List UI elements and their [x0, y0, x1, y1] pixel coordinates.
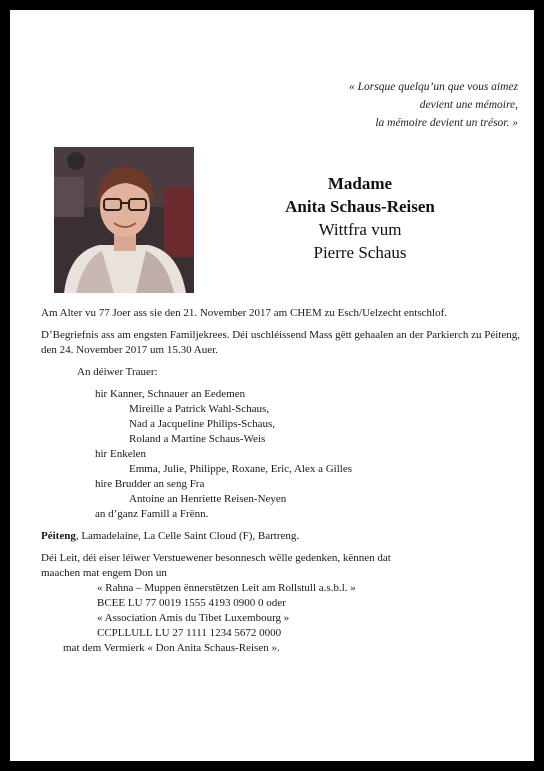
mourning-heading: An déiwer Trauer:	[77, 366, 158, 378]
donation-account: CCPLLULL LU 27 1111 1234 5672 0000	[97, 627, 282, 639]
widow-line: Wittfra vum	[318, 220, 402, 239]
child-entry: Mireille a Patrick Wahl-Schaus,	[129, 403, 270, 415]
places-rest: , Lamadelaine, La Celle Saint Cloud (F), Bartreng.	[75, 530, 300, 542]
family-line: an d’ganz Famill a Frënn.	[95, 508, 209, 520]
deceased-name-block	[210, 172, 510, 264]
places-line	[41, 529, 525, 544]
sibling-heading: hire Brudder an seng Fra	[95, 478, 205, 490]
donation-line: maachen mat engem Don un	[41, 567, 167, 579]
quote-line: devient une mémoire,	[419, 99, 518, 111]
children-heading: hir Kanner, Schnauer an Eedemen	[95, 388, 246, 400]
donation-org: « Association Amis du Tibet Luxembourg »	[97, 612, 290, 624]
spouse-name: Pierre Schaus	[313, 243, 407, 262]
donation-account: BCEE LU 77 0019 1555 4193 0900 0 oder	[97, 597, 286, 609]
quote-line: la mémoire devient un trésor. »	[375, 117, 518, 129]
obituary-text	[41, 306, 525, 656]
sibling-entry: Antoine an Henriette Reisen-Neyen	[129, 493, 287, 505]
quote-line: « Lorsque quelqu’un que vous aimez	[349, 81, 518, 93]
child-entry: Roland a Martine Schaus-Weis	[129, 433, 266, 445]
epigraph-quote	[349, 78, 518, 132]
deceased-name: Anita Schaus-Reisen	[285, 197, 435, 216]
grandchildren-entry: Emma, Julie, Philippe, Roxane, Eric, Alex a Gilles	[129, 463, 353, 475]
portrait-photo	[54, 147, 194, 293]
places-bold: Péiteng	[41, 530, 76, 542]
grandchildren-heading: hir Enkelen	[95, 448, 147, 460]
donation-mention: mat dem Vermierk « Don Anita Schaus-Reisen ».	[63, 642, 280, 654]
portrait-image	[54, 147, 194, 293]
donation-line: Déi Leit, déi eiser léiwer Verstuewener besonnesch wëlle gedenken, kënnen dat	[41, 552, 391, 564]
death-paragraph: Am Alter vu 77 Joer ass sie den 21. November 2017 am CHEM zu Esch/Uelzecht entschlof.	[41, 307, 447, 319]
child-entry: Nad a Jacqueline Philips-Schaus,	[129, 418, 276, 430]
donation-org: « Rahna – Muppen ënnerstëtzen Leit am Rollstull a.s.b.l. »	[97, 582, 356, 594]
deceased-title: Madame	[327, 174, 393, 193]
obituary-page	[10, 10, 534, 761]
funeral-paragraph: D’Begriefnis ass am engsten Familjekrees. Déi uschléissend Mass gëtt gehaalen an der Parkierch zu Péiteng, den 24. November 2017 um 15.30 Auer.	[41, 329, 520, 356]
